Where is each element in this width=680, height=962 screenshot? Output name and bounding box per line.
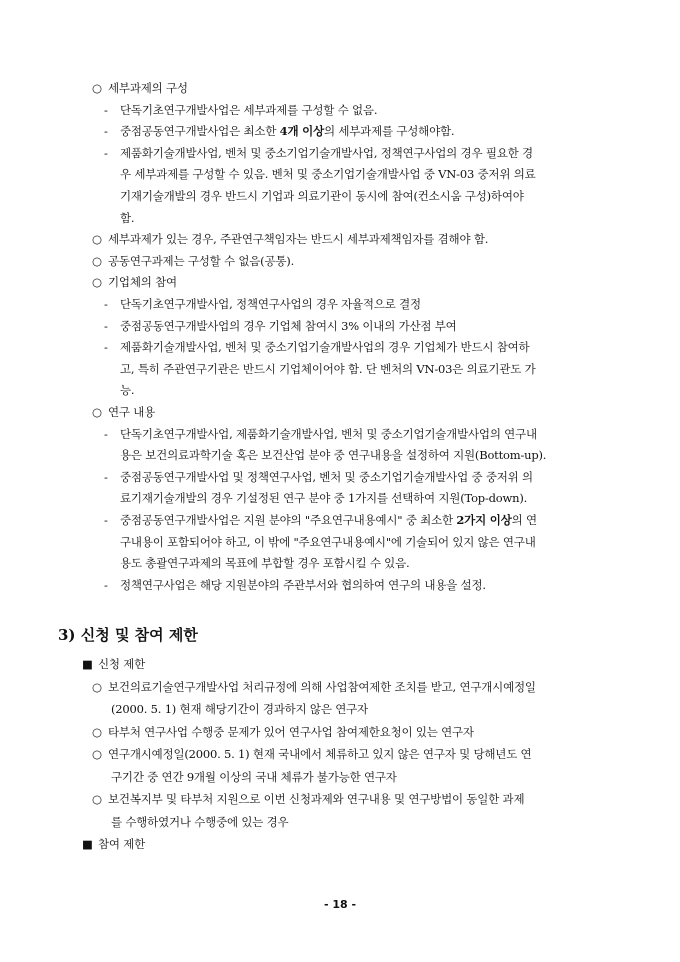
line-text: (2000. 5. 1) 현재 해당기간이 경과하지 않은 연구자 (111, 702, 368, 716)
circle-bullet-icon: ○ (92, 724, 102, 739)
list-item-dash (104, 296, 421, 312)
square-bullet-icon: ■ (82, 657, 93, 671)
line-text: 중점공동연구개발사업의 경우 기업체 참여시 3% 이내의 가산점 부여 (120, 318, 457, 333)
text-line-continuation (120, 382, 134, 398)
line-text: 료기재기술개발의 경우 기설정된 연구 분야 중 1가지를 선택하여 지원(Top-down). (120, 491, 528, 506)
list-item-dash (104, 339, 529, 355)
line-text: 를 수행하였거나 수행중에 있는 경우 (111, 814, 289, 829)
line-text: 보건복지부 및 타부처 지원으로 이번 신청과제와 연구내용 및 연구방법이 동일한 과제 (108, 792, 525, 806)
line-text: 타부처 연구사업 수행중 문제가 있어 연구사업 참여제한요청이 있는 연구자 (108, 724, 474, 739)
line-text: 연구개시예정일(2000. 5. 1) 현재 국내에서 체류하고 있지 않은 연구자 및 당해년도 연 (108, 747, 532, 761)
circle-bullet-icon: ○ (92, 275, 102, 290)
text-line-continuation (120, 555, 409, 571)
line-text: 세부과제가 있는 경우, 주관연구책임자는 반드시 세부과제책임자를 겸해야 함. (108, 232, 489, 247)
list-item-dash (104, 577, 486, 593)
line-text: 단독기초연구개발사업은 세부과제를 구성할 수 없음. (120, 102, 378, 117)
line-text: 보건의료기술연구개발사업 처리규정에 의해 사업참여제한 조치를 받고, 연구개시예정일 (108, 679, 536, 694)
list-item-dash (104, 123, 454, 139)
circle-bullet-icon: ○ (92, 232, 102, 247)
list-item-square (82, 836, 145, 852)
text-line-continuation (111, 814, 288, 830)
dash-bullet-icon: - (104, 297, 108, 311)
line-text: 함. (120, 210, 135, 225)
line-text: 기재기술개발의 경우 반드시 기업과 의료기관이 동시에 참여(컨소시움 구성)하여야 (120, 189, 524, 203)
text-line-continuation (120, 188, 524, 204)
list-item-dash (104, 512, 537, 528)
circle-bullet-icon: ○ (92, 81, 102, 95)
line-text: 제품화기술개발사업, 벤처 및 중소기업기술개발사업의 경우 기업체가 반드시 참여하 (120, 340, 530, 355)
line-text: 용은 보건의료과학기술 혹은 보건산업 분야 중 연구내용을 설정하여 지원(Bottom-up). (120, 448, 547, 463)
line-text: 구내용이 포함되어야 하고, 이 밖에 "주요연구내용예시"에 기술되어 있지 않은 연구내 (120, 534, 536, 549)
line-text: 중점공동연구개발사업 및 정책연구사업, 벤처 및 중소기업기술개발사업 중 중저위 의 (120, 469, 533, 484)
dash-bullet-icon: - (104, 102, 108, 117)
line-text: 능. (120, 383, 135, 398)
list-item-square (82, 656, 145, 672)
list-item-dash (104, 102, 377, 118)
circle-bullet-icon: ○ (92, 792, 102, 806)
text-segment: 의 연 (511, 513, 537, 527)
line-text: 단독기초연구개발사업, 제품화기술개발사업, 벤처 및 중소기업기술개발사업의 연구내 (120, 426, 537, 441)
dash-bullet-icon: - (104, 124, 108, 139)
line-text: 기업체의 참여 (108, 275, 177, 290)
text-line-continuation (111, 769, 397, 785)
list-item-circle (92, 231, 488, 247)
list-item-circle (92, 679, 536, 695)
square-bullet-icon: ■ (82, 837, 93, 851)
list-item-dash (104, 145, 533, 161)
dash-bullet-icon: - (104, 469, 108, 484)
line-text: 신청 제한 (98, 657, 146, 671)
text-line-continuation (120, 490, 527, 506)
text-line-continuation (120, 534, 536, 550)
dash-bullet-icon: - (104, 577, 108, 592)
text-segment: 중점공동연구개발사업은 지원 분야의 "주요연구내용예시" 중 최소한 (120, 513, 457, 527)
list-item-circle (92, 724, 474, 740)
text-line-continuation (120, 447, 546, 463)
line-text: 공동연구과제는 구성할 수 없음(공통). (108, 253, 295, 268)
list-item-dash (104, 469, 533, 485)
line-text: 정책연구사업은 해당 지원분야의 주관부서와 협의하여 연구의 내용을 설정. (120, 577, 486, 592)
text-line-continuation (120, 166, 536, 182)
emphasis-text: 2가지 이상 (456, 513, 512, 527)
line-text: 참여 제한 (98, 837, 146, 851)
dash-bullet-icon: - (104, 340, 108, 355)
list-item-circle (92, 80, 188, 96)
text-segment: 중점공동연구개발사업은 최소한 (120, 124, 280, 139)
dash-bullet-icon: - (104, 145, 108, 160)
line-text: 용도 총괄연구과제의 목표에 부합할 경우 포함시킬 수 있음. (120, 556, 410, 571)
dash-bullet-icon: - (104, 318, 108, 333)
list-item-circle (92, 253, 294, 269)
line-text: 연구 내용 (108, 405, 156, 419)
text-segment: 의 세부과제를 구성해야함. (323, 124, 455, 139)
list-item-circle (92, 274, 177, 290)
line-text: 세부과제의 구성 (108, 81, 188, 95)
line-text: 제품화기술개발사업, 벤처 및 중소기업기술개발사업, 정책연구사업의 경우 필요한 경 (120, 145, 533, 160)
list-item-dash (104, 318, 457, 334)
circle-bullet-icon: ○ (92, 405, 102, 419)
dash-bullet-icon: - (104, 513, 108, 527)
line-text: 단독기초연구개발사업, 정책연구사업의 경우 자율적으로 결정 (120, 297, 421, 311)
emphasis-text: 4개 이상 (279, 124, 324, 139)
circle-bullet-icon: ○ (92, 253, 102, 268)
list-item-circle (92, 791, 524, 807)
text-line-continuation (111, 701, 368, 717)
line-text: 우 세부과제를 구성할 수 있음. 벤처 및 중소기업기술개발사업 중 VN-03 중저위 의료 (120, 167, 536, 182)
dash-bullet-icon: - (104, 426, 108, 441)
text-line-continuation (120, 210, 134, 226)
section-heading: 3) 신청 및 참여 제한 (58, 626, 198, 644)
circle-bullet-icon: ○ (92, 679, 102, 694)
list-item-circle (92, 746, 531, 762)
list-item-circle (92, 404, 155, 420)
page-number: - 18 - (323, 898, 357, 911)
line-text: 고, 특히 주관연구기관은 반드시 기업체이어야 함. 단 벤처의 VN-03은 의료기관도 가 (120, 361, 536, 376)
line-text: 구기간 중 연간 9개월 이상의 국내 체류가 불가능한 연구자 (111, 769, 397, 784)
text-line-continuation (120, 361, 536, 377)
circle-bullet-icon: ○ (92, 747, 102, 761)
list-item-dash (104, 426, 537, 442)
